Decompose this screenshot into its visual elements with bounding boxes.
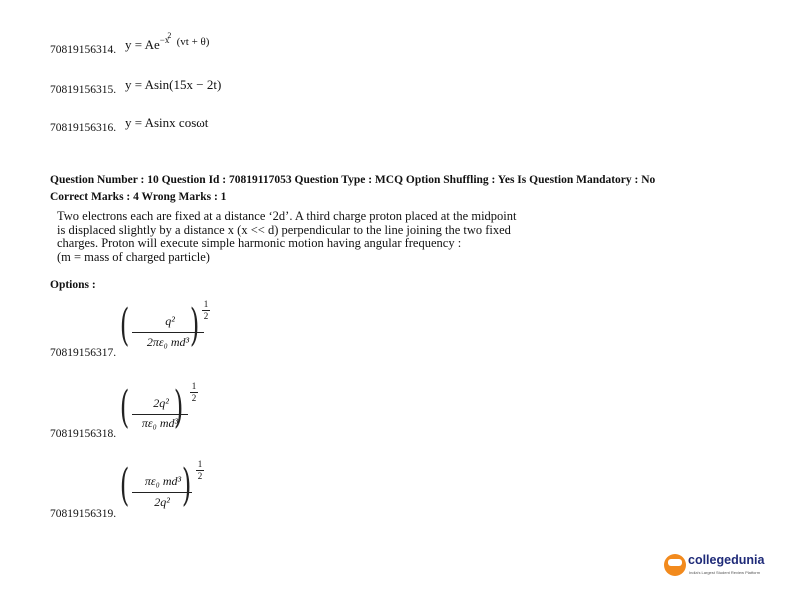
question-line-2: is displaced slightly by a distance x (x << d) perpendicular to the line joining the two fixed [57, 222, 511, 237]
left-paren: ( [119, 300, 130, 351]
right-paren: ) [181, 460, 192, 511]
option-1-numerator: q² [165, 314, 175, 328]
logo-wordmark: collegedunia [688, 553, 765, 567]
option-2-exponent: 1 2 [191, 381, 197, 403]
option-expression-prev-1 [125, 31, 210, 53]
option-id-3: 70819156319. [50, 508, 117, 520]
option-1-exponent: 1 2 [203, 299, 209, 321]
question-marks: Correct Marks : 4 Wrong Marks : 1 [50, 191, 227, 203]
logo-tagline: India's Largest Student Review Platform [689, 570, 761, 575]
option-2-numerator: 2q² [153, 396, 169, 410]
option-id-2: 70819156318. [50, 428, 117, 440]
option-1-formula[interactable] [118, 298, 228, 368]
logo-glasses-icon [668, 559, 682, 566]
question-line-3: charges. Proton will execute simple harmonic motion having angular frequency : [57, 236, 462, 250]
option-id-prev-2: 70819156315. [50, 84, 117, 96]
question-text [57, 210, 597, 264]
option-2-denominator: πε₀ md³ [141, 416, 179, 430]
expr-exponent-square: 2 [167, 31, 172, 40]
option-id-prev-3: 70819156316. [50, 122, 117, 134]
collegedunia-logo[interactable] [664, 551, 774, 585]
options-label: Options : [50, 279, 96, 291]
option-2-formula[interactable] [118, 380, 228, 450]
option-expression-prev-3: y = Asinx cosωt [125, 115, 209, 130]
question-header: Question Number : 10 Question Id : 70819117053 Question Type : MCQ Option Shuffling : Yes Is Question Mandatory : No [50, 174, 656, 186]
option-expression-prev-2: y = Asin(15x − 2t) [125, 77, 222, 92]
option-id-1: 70819156317. [50, 347, 117, 359]
right-paren: ) [189, 300, 200, 351]
option-3-numerator: πε₀ md³ [144, 474, 182, 488]
option-3-exponent: 1 2 [197, 459, 203, 481]
expr-exponent: −x [159, 35, 170, 45]
expr-base: y = Ae [125, 37, 160, 52]
option-id-prev-1: 70819156314. [50, 44, 117, 56]
question-line-1: Two electrons each are fixed at a distance ‘2d’. A third charge proton placed at the midpoint [57, 209, 517, 223]
question-line-4: (m = mass of charged particle) [57, 249, 210, 264]
option-1-denominator: 2πε₀ md³ [146, 335, 190, 349]
option-3-formula[interactable] [118, 458, 228, 528]
right-paren: ) [173, 382, 184, 433]
option-3-denominator: 2q² [154, 495, 170, 509]
left-paren: ( [119, 382, 130, 433]
left-paren: ( [119, 460, 130, 511]
expr-tail: (vt + θ) [176, 36, 210, 48]
